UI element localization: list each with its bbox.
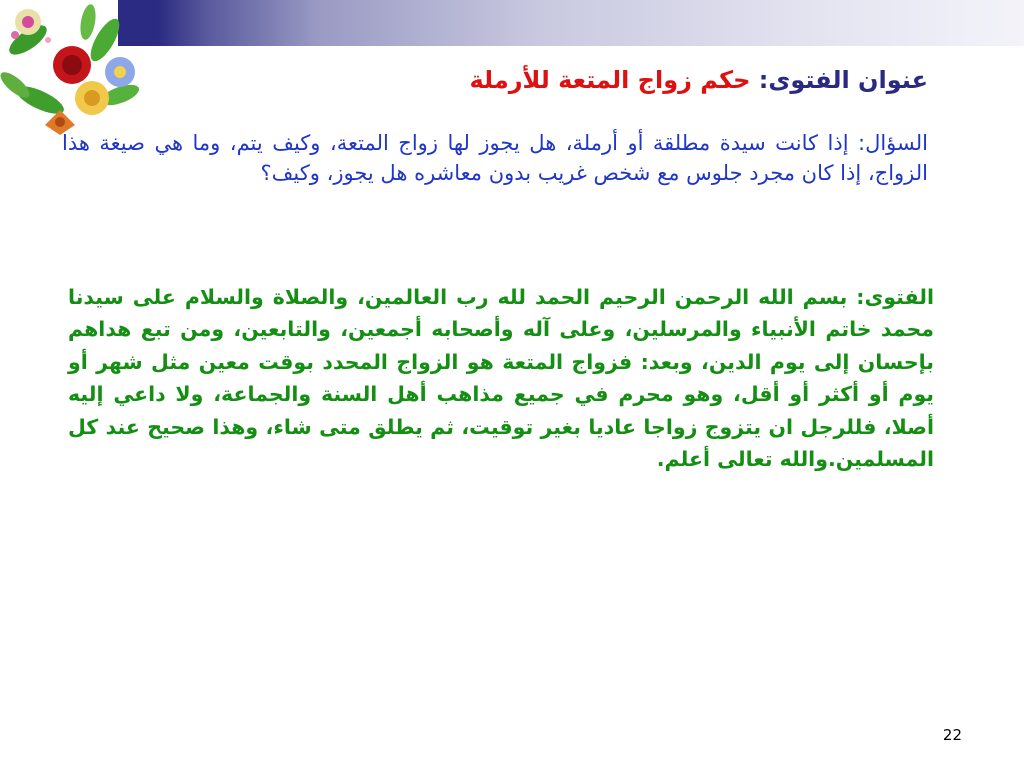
question-text: السؤال: إذا كانت سيدة مطلقة أو أرملة، هل يجوز لها زواج المتعة، وكيف يتم، وما هي صيغة هذا الزواج، إذا كان مجرد جلوس مع شخص غريب بدون معاشره هل يجوز، وكيف؟ — [62, 131, 928, 185]
slide-number: 22 — [942, 726, 962, 744]
flower-bouquet-icon — [0, 0, 150, 145]
top-gradient-bar — [118, 0, 1024, 46]
answer-text: الفتوى: بسم الله الرحمن الرحيم الحمد لله رب العالمين، والصلاة والسلام على سيدنا محمد خاتم الأنبياء والمرسلين، وعلى آله وأصحابه أجمعين، والتابعين، ومن تبع هداهم بإحسان إلى يوم الدين، وبعد: فزواج المتعة هو الزواج المحدد بوقت معين مثل شهر أو يوم أو أكثر أو أقل، وهو محرم في جميع مذاهب أهل السنة والجماعة، ولا داعي إليه أصلا، فللرجل ان يتزوج زواجا عاديا بغير توقيت، ثم يطلق متى شاء، وهذا صحيح عند كل المسلمين.والله تعالى أعلم. — [68, 285, 934, 472]
fatwa-title — [148, 60, 928, 100]
title-label: عنوان الفتوى: — [758, 66, 928, 94]
title-topic: حكم زواج المتعة للأرملة — [469, 66, 751, 94]
